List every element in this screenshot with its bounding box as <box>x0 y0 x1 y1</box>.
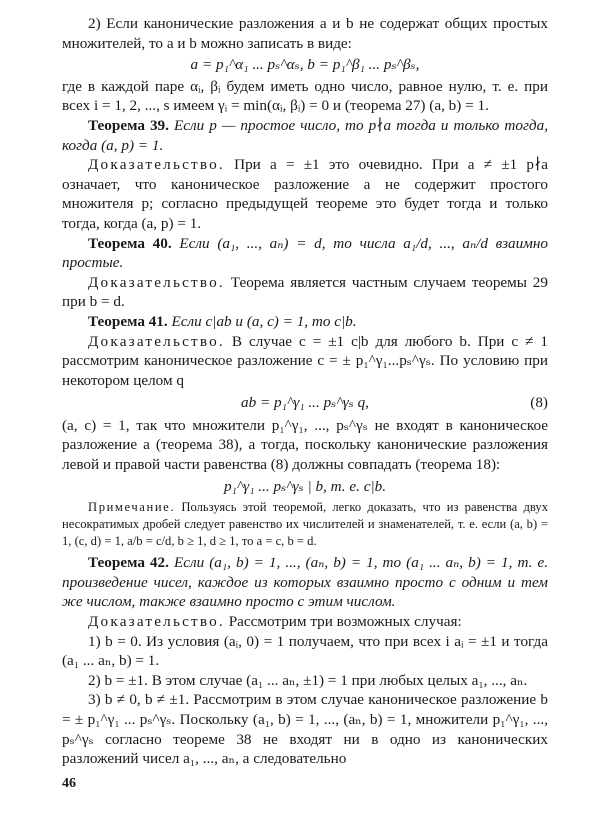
proof <box>62 273 548 312</box>
paragraph <box>62 14 548 53</box>
theorem-label: Теорема 42. <box>88 554 169 572</box>
theorem <box>62 234 548 273</box>
paragraph-text: (a, c) = 1, так что множители p₁^γ₁, ..., pₛ^γₛ не входят в каноническое разложение a (теорема 38), а тогда, поскольку канонические разложения левой и правой части равенства (8) должны совпадать (теорема 18): <box>62 416 548 474</box>
paragraph-text: В случае c = ±1 c|b для любого b. При c ≠ 1 рассмотрим каноническое разложение c = ± p₁^γ₁...pₛ^γₛ. По условию при некотором целом q <box>62 332 548 389</box>
display-formula <box>62 477 548 497</box>
proof <box>62 155 548 233</box>
proof-label: Доказательство. <box>88 273 225 291</box>
paragraph-text: где в каждой паре αᵢ, βᵢ будем иметь одно число, равное нулю, т. е. при всех i = 1, 2, ..., s имеем γᵢ = min(αᵢ, βᵢ) = 0 и (теорема 27) (a, b) = 1. <box>62 77 548 115</box>
page-number: 46 <box>62 776 76 791</box>
theorem <box>62 553 548 612</box>
theorem-label: Теорема 41. <box>88 312 168 330</box>
paragraph-text: 3) b ≠ 0, b ≠ ±1. Рассмотрим в этом случае каноническое разложение b = ± p₁^γ₁ ... pₛ^γₛ. Поскольку (a₁, b) = 1, ..., (aₙ, b) = 1, множители p₁^γ₁, ..., pₛ^γₛ согласно теореме 38 не входят ни в одно из канонических разложений чисел a₁, ..., aₙ, а следовательно <box>62 691 548 768</box>
remark-label: Примечание. <box>88 500 176 515</box>
display-formula-8 <box>62 393 548 413</box>
paragraph-text: Пользуясь этой теоремой, легко доказать, что из равенства двух несократимых дробей следует равенство их числителей и знаменателей, т. е. если (a, b) = 1, (c, d) = 1, a/b = c/d, b ≥ 1, d ≥ 1, то a = c, b = d. <box>62 500 548 549</box>
proof-label: Доказательство. <box>88 613 225 631</box>
proof-label: Доказательство. <box>88 156 225 174</box>
paragraph-text: 2) b = ±1. В этом случае (a₁ ... aₙ, ±1) = 1 при любых целых a₁, ..., aₙ. <box>88 671 528 689</box>
remark <box>62 499 548 550</box>
paragraph <box>62 690 548 768</box>
theorem-label: Теорема 39. <box>88 116 169 134</box>
paragraph-text: При a = ±1 это очевидно. При a ≠ ±1 p∤a означает, что каноническое разложение a не содержит простого множителя p; согласно предыдущей теореме это будет тогда и только тогда, когда (a, p) = 1. <box>62 156 548 232</box>
paragraph <box>62 77 548 116</box>
paragraph-text: Если p — простое число, то p∤a тогда и только тогда, когда (a, p) = 1. <box>62 116 548 154</box>
paragraph-text: 2) Если канонические разложения a и b не содержат общих простых множителей, то a и b можно записать в виде: <box>62 15 548 52</box>
equation-number: (8) <box>530 394 548 412</box>
paragraph <box>62 632 548 671</box>
theorem-label: Теорема 40. <box>88 234 172 252</box>
paragraph-text: a = p₁^α₁ ... pₛ^αₛ, b = p₁^β₁ ... pₛ^βₛ, <box>190 56 420 74</box>
paragraph-text: Если c|ab и (a, c) = 1, то c|b. <box>171 312 357 330</box>
proof <box>62 332 548 391</box>
paragraph-text: Если (a₁, b) = 1, ..., (aₙ, b) = 1, то (a₁ ... aₙ, b) = 1, т. е. произведение чисел, каждое из которых взаимно просто с одним и тем же числом, также взаимно просто с этим числом. <box>62 554 548 611</box>
theorem <box>62 312 548 332</box>
paragraph-text: 1) b = 0. Из условия (aᵢ, 0) = 1 получаем, что при всех i aᵢ = ±1 и тогда (a₁ ... aₙ, b) = 1. <box>62 632 548 670</box>
display-formula <box>62 55 548 75</box>
paragraph-text: Если (a₁, ..., aₙ) = d, то числа a₁/d, ..., aₙ/d взаимно простые. <box>62 234 549 272</box>
paragraph-text: Рассмотрим три возможных случая: <box>228 613 462 631</box>
proof <box>62 612 548 632</box>
paragraph <box>62 671 548 691</box>
paragraph-text: ab = p₁^γ₁ ... pₛ^γₛ q, <box>241 394 369 412</box>
proof-label: Доказательство. <box>88 332 225 350</box>
paragraph-text: Теорема является частным случаем теоремы 29 при b = d. <box>62 273 548 311</box>
theorem <box>62 116 548 155</box>
page-body <box>62 14 548 769</box>
paragraph <box>62 416 548 475</box>
paragraph-text: p₁^γ₁ ... pₛ^γₛ | b, т. е. c|b. <box>223 477 387 495</box>
